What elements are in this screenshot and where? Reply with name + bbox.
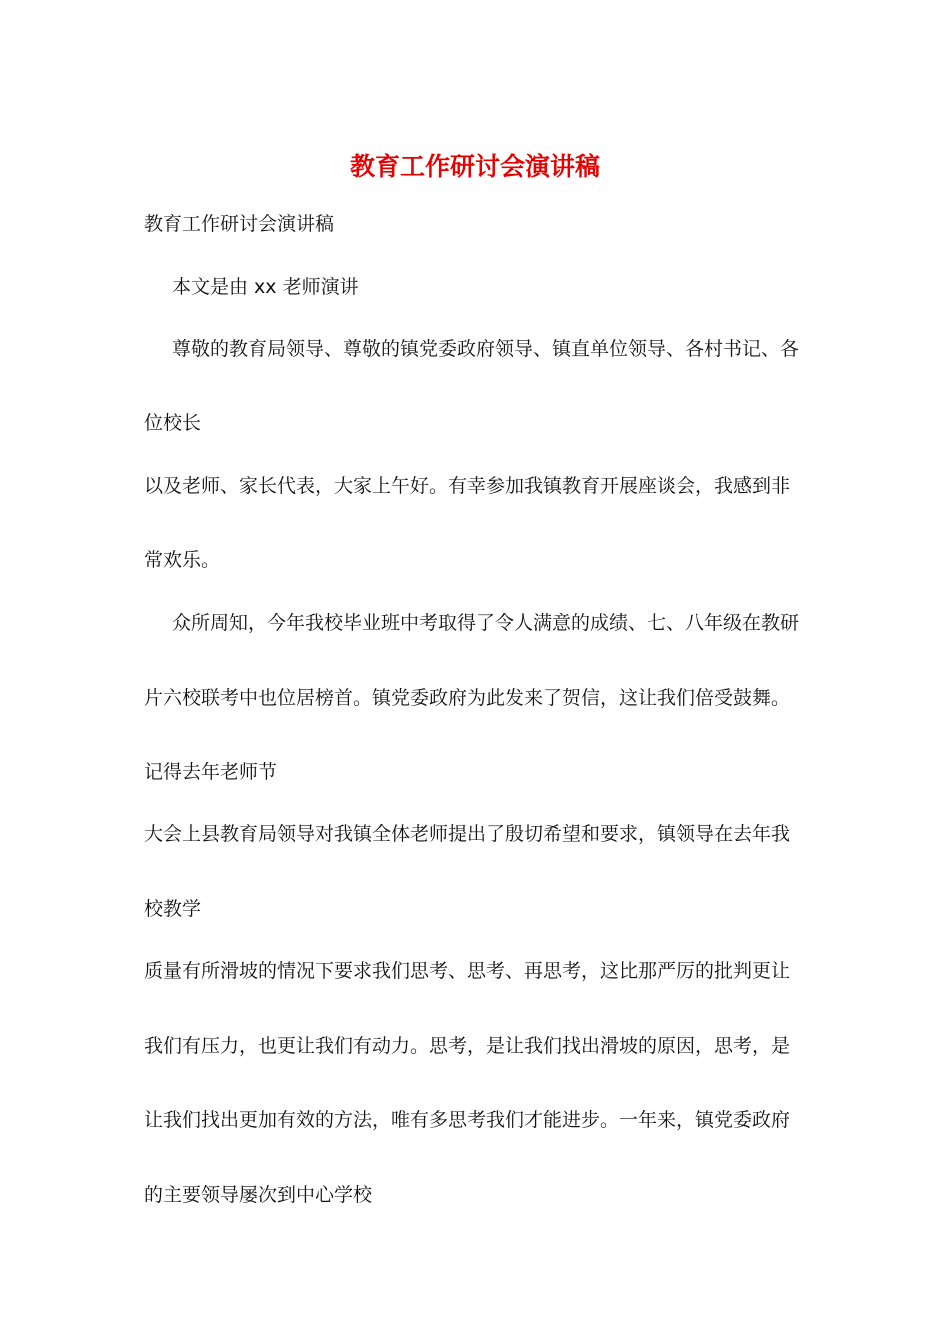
paragraph-line-12: 质量有所滑坡的情况下要求我们思考、思考、再思考，这比那严厉的批判更让 [144,960,791,982]
paragraph-line-4: 位校长 [144,412,202,434]
paragraph-line-5: 以及老师、家长代表，大家上午好。有幸参加我镇教育开展座谈会，我感到非 [144,475,791,497]
paragraph-line-13: 我们有压力，也更让我们有动力。思考，是让我们找出滑坡的原因，思考，是 [144,1035,791,1057]
paragraph-line-1: 教育工作研讨会演讲稿 [144,213,335,235]
document-title: 教育工作研讨会演讲稿 [349,152,600,181]
paragraph-line-2: 本文是由 xx 老师演讲 [172,276,359,298]
paragraph-line-10: 大会上县教育局领导对我镇全体老师提出了殷切希望和要求，镇领导在去年我 [144,823,791,845]
paragraph-line-14: 让我们找出更加有效的方法，唯有多思考我们才能进步。一年来，镇党委政府 [144,1109,791,1131]
paragraph-line-11: 校教学 [144,898,202,920]
paragraph-line-3: 尊敬的教育局领导、尊敬的镇党委政府领导、镇直单位领导、各村书记、各 [172,338,800,360]
paragraph-line-8: 片六校联考中也位居榜首。镇党委政府为此发来了贺信，这让我们倍受鼓舞。 [144,687,791,709]
paragraph-line-9: 记得去年老师节 [144,761,278,783]
paragraph-line-7: 众所周知，今年我校毕业班中考取得了令人满意的成绩、七、八年级在教研 [172,612,800,634]
paragraph-line-15: 的主要领导屡次到中心学校 [144,1184,373,1206]
paragraph-line-6: 常欢乐。 [144,549,221,571]
